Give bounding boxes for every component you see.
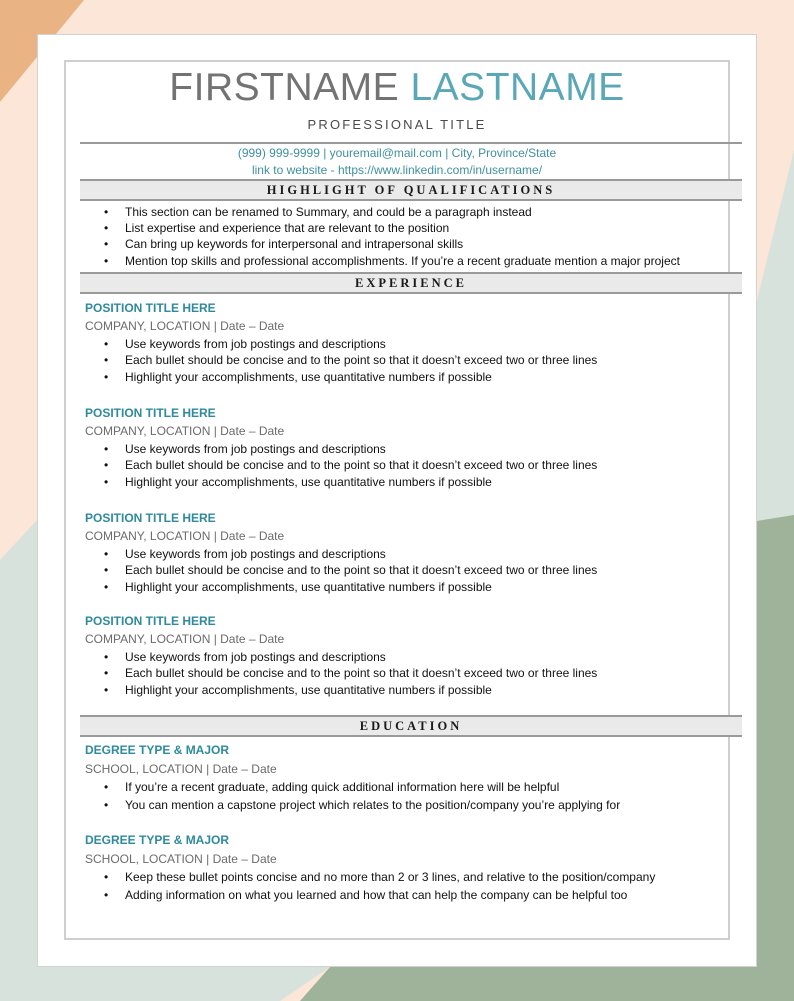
company-line: COMPANY, LOCATION | Date – Date: [85, 632, 285, 646]
bullet-dot-icon: •: [104, 683, 109, 697]
company-line: COMPANY, LOCATION | Date – Date: [85, 319, 285, 333]
professional-title: PROFESSIONAL TITLE: [307, 117, 487, 132]
candidate-name: [64, 64, 730, 112]
bullet-text: Use keywords from job postings and descriptions: [125, 337, 386, 351]
degree-title: DEGREE TYPE & MAJOR: [85, 833, 230, 847]
bullet-text: Each bullet should be concise and to the point so that it doesn’t exceed two or three lines: [125, 353, 598, 367]
bullet-text: Use keywords from job postings and descriptions: [125, 547, 386, 561]
bullet-dot-icon: •: [104, 888, 109, 902]
bullet-text: Can bring up keywords for interpersonal and intrapersonal skills: [125, 237, 464, 251]
degree-title: DEGREE TYPE & MAJOR: [85, 743, 230, 757]
bullet-text: Keep these bullet points concise and no more than 2 or 3 lines, and relative to the position/company: [125, 870, 656, 884]
bullet-dot-icon: •: [104, 205, 109, 219]
bullet-dot-icon: •: [104, 650, 109, 664]
bullet-text: You can mention a capstone project which relates to the position/company you’re applying for: [125, 798, 621, 812]
position-title: POSITION TITLE HERE: [85, 406, 216, 420]
school-line: SCHOOL, LOCATION | Date – Date: [85, 762, 277, 776]
bullet-text: Each bullet should be concise and to the point so that it doesn’t exceed two or three lines: [125, 458, 598, 472]
section-heading-education: EDUCATION: [80, 715, 742, 737]
bullet-text: Highlight your accomplishments, use quantitative numbers if possible: [125, 370, 492, 384]
bullet-text: Each bullet should be concise and to the point so that it doesn’t exceed two or three lines: [125, 563, 598, 577]
bullet-dot-icon: •: [104, 870, 109, 884]
bullet-text: Adding information on what you learned and how that can help the company can be helpful too: [125, 888, 628, 902]
header-divider: [80, 142, 742, 144]
bullet-text: Each bullet should be concise and to the point so that it doesn’t exceed two or three lines: [125, 666, 598, 680]
bullet-dot-icon: •: [104, 798, 109, 812]
bullet-dot-icon: •: [104, 666, 109, 680]
bullet-text: List expertise and experience that are relevant to the position: [125, 221, 450, 235]
bullet-dot-icon: •: [104, 221, 109, 235]
position-title: POSITION TITLE HERE: [85, 511, 216, 525]
bullet-dot-icon: •: [104, 563, 109, 577]
bullet-dot-icon: •: [104, 353, 109, 367]
website-link[interactable]: link to website - https://www.linkedin.com/in/username/: [251, 163, 543, 177]
bullet-text: Use keywords from job postings and descriptions: [125, 442, 386, 456]
bullet-text: Highlight your accomplishments, use quantitative numbers if possible: [125, 683, 492, 697]
first-name: FIRSTNAME: [169, 66, 400, 109]
bullet-text: This section can be renamed to Summary, and could be a paragraph instead: [125, 205, 532, 219]
section-heading-experience: EXPERIENCE: [80, 272, 742, 294]
bullet-dot-icon: •: [104, 442, 109, 456]
bullet-dot-icon: •: [104, 458, 109, 472]
bullet-dot-icon: •: [104, 580, 109, 594]
company-line: COMPANY, LOCATION | Date – Date: [85, 529, 285, 543]
position-title: POSITION TITLE HERE: [85, 614, 216, 628]
contact-line: (999) 999-9999 | youremail@mail.com | City, Province/State: [237, 146, 557, 160]
section-heading-qualifications: HIGHLIGHT OF QUALIFICATIONS: [80, 179, 742, 201]
position-title: POSITION TITLE HERE: [85, 301, 216, 315]
bullet-dot-icon: •: [104, 547, 109, 561]
bullet-text: Highlight your accomplishments, use quantitative numbers if possible: [125, 580, 492, 594]
bullet-text: Use keywords from job postings and descriptions: [125, 650, 386, 664]
bullet-dot-icon: •: [104, 254, 109, 268]
bullet-dot-icon: •: [104, 337, 109, 351]
bullet-dot-icon: •: [104, 475, 109, 489]
company-line: COMPANY, LOCATION | Date – Date: [85, 424, 285, 438]
bullet-text: Highlight your accomplishments, use quantitative numbers if possible: [125, 475, 492, 489]
last-name: LASTNAME: [410, 66, 625, 109]
background-mint-left: [0, 520, 37, 1001]
bullet-text: Mention top skills and professional accomplishments. If you’re a recent graduate mention a major project: [125, 254, 680, 268]
school-line: SCHOOL, LOCATION | Date – Date: [85, 852, 277, 866]
bullet-dot-icon: •: [104, 780, 109, 794]
bullet-text: If you’re a recent graduate, adding quick additional information here will be helpful: [125, 780, 560, 794]
bullet-dot-icon: •: [104, 370, 109, 384]
bullet-dot-icon: •: [104, 237, 109, 251]
